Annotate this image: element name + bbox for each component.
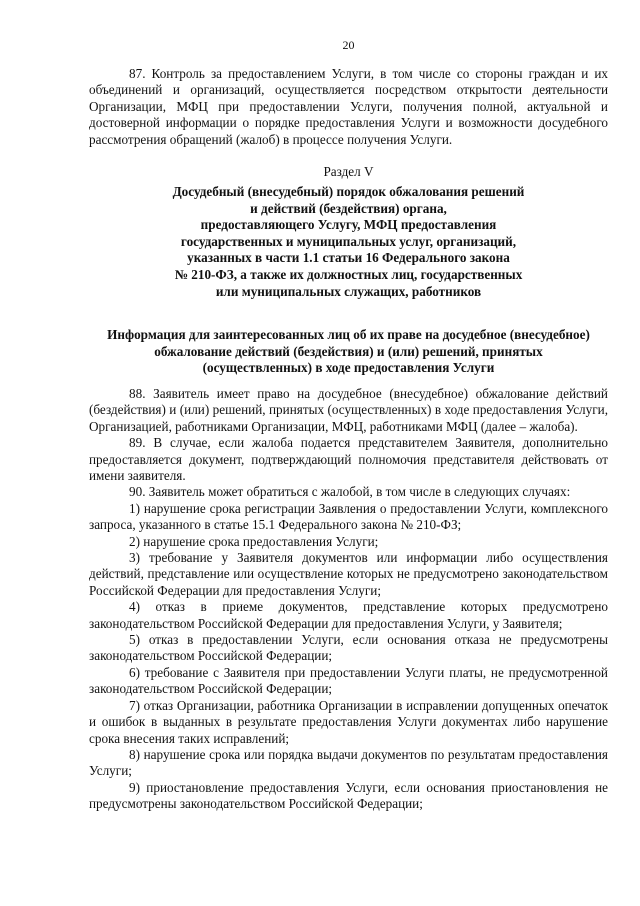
paragraph-89: 89. В случае, если жалоба подается представителем Заявителя, дополнительно предоставляется документ, подтверждающий полномочия представителя действовать от имени заявителя.: [89, 435, 608, 483]
section-title: [89, 184, 608, 300]
list-item-1: 1) нарушение срока регистрации Заявления о предоставлении Услуги, комплексного запроса, указанного в статье 15.1 Федерального закона № 210-ФЗ;: [89, 500, 608, 533]
list-item-2: 2) нарушение срока предоставления Услуги;: [129, 533, 379, 549]
section-title-line: и действий (бездействия) органа,: [250, 200, 447, 216]
subsection-title-line: Информация для заинтересованных лиц об их праве на досудебное (внесудебное): [107, 327, 590, 343]
section-title-line: Досудебный (внесудебный) порядок обжалования решений: [172, 184, 525, 200]
paragraph-88: 88. Заявитель имеет право на досудебное (внесудебное) обжалование действий (бездействия) и (или) решений, принятых (осуществленных) в ходе предоставления Услуги, Организацией, работниками Организации, МФЦ, работниками МФЦ (далее – жалоба).: [89, 385, 608, 434]
list-item-6: 6) требование с Заявителя при предоставлении Услуги платы, не предусмотренной законодательством Российской Федерации;: [89, 664, 608, 697]
subsection-title: [89, 327, 608, 377]
list-item-7: 7) отказ Организации, работника Организации в исправлении допущенных опечаток и ошибок в выданных в результате предоставления Услуги документах либо нарушение срока внесения таких исправлений;: [89, 697, 608, 746]
page-number: 20: [342, 38, 355, 52]
list-item-8: 8) нарушение срока или порядка выдачи документов по результатам предоставления Услуги;: [89, 746, 608, 779]
section-title-line: указанных в части 1.1 статьи 16 Федерального закона: [187, 250, 510, 266]
section-title-line: или муниципальных служащих, работников: [215, 283, 482, 299]
subsection-title-line: (осуществленных) в ходе предоставления Услуги: [202, 360, 495, 376]
list-item-9: 9) приостановление предоставления Услуги, если основания приостановления не предусмотрены законодательством Российской Федерации;: [89, 779, 608, 812]
list-item-5: 5) отказ в предоставлении Услуги, если основания отказа не предусмотрены законодательством Российской Федерации;: [89, 632, 608, 664]
section-title-line: государственных и муниципальных услуг, организаций,: [180, 233, 517, 249]
paragraph-90: 90. Заявитель может обратиться с жалобой, в том числе в следующих случаях:: [129, 484, 571, 500]
list-item-4: 4) отказ в приеме документов, представление которых предусмотрено законодательством Российской Федерации для предоставления Услуги, у Заявителя;: [89, 599, 608, 631]
document-page: [89, 38, 608, 813]
list-item-3: 3) требование у Заявителя документов или информации либо осуществления действий, представление или осуществление которых не предусмотрено законодательством Российской Федерации для предоставления Услуги;: [89, 550, 608, 598]
subsection-title-line: обжалование действий (бездействия) и (или) решений, принятых: [154, 343, 543, 359]
section-title-line: № 210-ФЗ, а также их должностных лиц, государственных: [174, 267, 523, 282]
section-label: Раздел V: [323, 164, 374, 180]
section-title-line: предоставляющего Услугу, МФЦ предоставления: [200, 217, 497, 233]
paragraph-87: 87. Контроль за предоставлением Услуги, в том числе со стороны граждан и их объединений и организаций, осуществляется посредством открытости деятельности Организации, МФЦ при предоставлении Услуги, получения полной, актуальной и достоверной информации о порядке предоставления Услуги и возможности досудебного рассмотрения обращений (жалоб) в процессе получения Услуги.: [89, 66, 608, 147]
